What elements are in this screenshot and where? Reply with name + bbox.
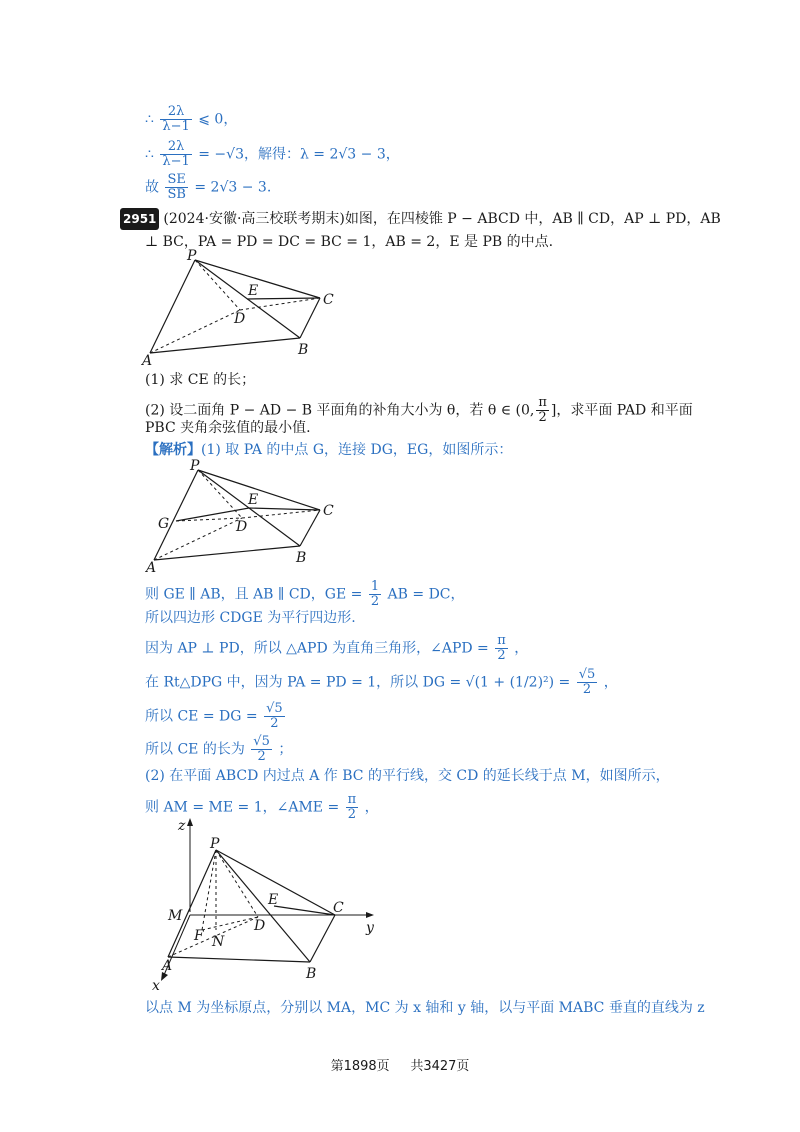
- solution-text: 则 AM = ME = 1，∠AME =: [145, 799, 340, 816]
- edge-BC: [300, 298, 320, 338]
- solution-line-10: [145, 998, 705, 1018]
- label-P: P: [187, 248, 197, 264]
- edge-PA: [150, 260, 195, 353]
- numerator: SE: [165, 173, 187, 188]
- fraction: [536, 396, 549, 425]
- edge-BC: [310, 915, 335, 962]
- edge-PD: [216, 850, 258, 917]
- top-line-2: [145, 140, 400, 169]
- label-N: N: [212, 934, 225, 950]
- label-M: M: [168, 908, 183, 924]
- edge-PA: [168, 850, 216, 957]
- numerator: √5: [266, 701, 283, 716]
- label-D: D: [236, 519, 248, 535]
- label-E: E: [248, 492, 259, 508]
- edge-BC: [300, 510, 320, 546]
- problem-text: (2024·安徽·高三校联考期末)如图，在四棱锥 P − ABCD 中，AB ∥ CD，AP ⊥ PD，AB: [163, 211, 721, 227]
- y-axis-arrow: [366, 912, 374, 918]
- label-E: E: [268, 892, 279, 908]
- figure-1-pyramid: [140, 248, 350, 368]
- solution-text: 在 Rt△DPG 中，因为 PA = PD = 1，所以 DG = √(1 + (1/2)²) =: [145, 674, 571, 691]
- label-B: B: [296, 550, 307, 566]
- label-D: D: [234, 311, 246, 327]
- numerator: √5: [578, 667, 596, 682]
- label-C: C: [323, 292, 334, 308]
- solution-text: 以点 M 为坐标原点，分别以 MA，MC 为 x 轴和 y 轴，以与平面 MABC 垂直的直线为 z: [145, 1000, 705, 1016]
- figure-2-pyramid: [140, 458, 350, 580]
- solution-text: 因为 AP ⊥ PD，所以 △APD 为直角三角形，∠APD =: [145, 640, 489, 657]
- numerator: π: [347, 792, 357, 807]
- denominator: 2: [347, 807, 357, 822]
- denominator: λ−1: [162, 119, 190, 134]
- solution-line-8: [145, 766, 670, 786]
- therefore-symbol: ∴: [145, 111, 154, 128]
- text: = 2√3 − 3.: [194, 179, 272, 196]
- label-P: P: [210, 836, 220, 852]
- problem-line-1: [120, 208, 721, 230]
- denominator: SB: [167, 187, 186, 202]
- label-A: A: [146, 560, 157, 576]
- denominator: λ−1: [162, 154, 190, 169]
- label-F: F: [194, 928, 204, 944]
- problem-number-badge: 2951: [120, 208, 159, 230]
- label-B: B: [298, 342, 309, 358]
- question-text: ，求平面 PAD 和平面: [556, 402, 693, 419]
- text: = −√3，解得：λ = 2√3 − 3，: [198, 146, 400, 163]
- fraction: [495, 634, 508, 663]
- denominator: 2: [497, 648, 506, 663]
- label-y: y: [366, 920, 374, 936]
- page-footer: [0, 1055, 800, 1074]
- label-A: A: [162, 958, 173, 974]
- label-E: E: [248, 283, 259, 299]
- edge-PD: [195, 260, 240, 310]
- solution-text: (2) 在平面 ABCD 内过点 A 作 BC 的平行线，交 CD 的延长线于点 M，如图所示，: [145, 768, 670, 784]
- problem-text: ⊥ BC，PA = PD = DC = BC = 1，AB = 2，E 是 PB 的中点.: [145, 234, 554, 250]
- denominator: 2: [257, 749, 266, 764]
- therefore-symbol: ∴: [145, 146, 154, 163]
- numerator: 1: [370, 579, 380, 594]
- label-z: z: [178, 818, 186, 834]
- solution-line-1: [145, 440, 512, 460]
- question-text: (1) 求 CE 的长；: [145, 372, 256, 388]
- fraction: [160, 140, 191, 169]
- solution-text: ；: [278, 741, 293, 758]
- edge-AB: [168, 957, 310, 962]
- page-number: 第1898页: [330, 1059, 390, 1074]
- fraction: [577, 668, 598, 697]
- label-C: C: [323, 503, 334, 519]
- label-G: G: [158, 516, 170, 532]
- solution-line-4: [145, 634, 528, 663]
- numerator: 2λ: [160, 105, 191, 120]
- figure-3-coordinates: [150, 812, 390, 992]
- solution-text: ，: [603, 674, 618, 691]
- edge-PA: [154, 470, 198, 560]
- denominator: 2: [370, 594, 380, 609]
- segment-EC: [249, 508, 320, 510]
- z-axis-arrow: [187, 818, 193, 826]
- label-P: P: [190, 458, 200, 474]
- edge-AB: [154, 546, 300, 560]
- question-text: (2) 设二面角 P − AD − B 平面角的补角大小为 θ，若 θ ∈: [145, 402, 512, 419]
- denominator: 2: [538, 410, 547, 425]
- interval-close: ]: [550, 402, 557, 419]
- edge-AB: [150, 338, 300, 353]
- solution-text: 所以 CE = DG =: [145, 708, 258, 725]
- label-B: B: [306, 966, 317, 982]
- label-D: D: [254, 918, 266, 934]
- denominator: 2: [270, 716, 279, 731]
- label-A: A: [142, 353, 153, 368]
- question-2-cont: [145, 418, 311, 438]
- denominator: 2: [582, 682, 592, 697]
- segment-FD: [202, 917, 258, 930]
- solution-line-6: [145, 702, 287, 731]
- solution-text: 所以四边形 CDGE 为平行四边形.: [145, 610, 356, 626]
- numerator: 2λ: [160, 140, 191, 155]
- fraction: [160, 105, 191, 134]
- solution-text: ，: [364, 799, 379, 816]
- solution-text: ，: [514, 640, 529, 657]
- solution-line-3: [145, 608, 356, 628]
- label-C: C: [333, 900, 344, 916]
- label-x: x: [152, 978, 160, 992]
- top-line-3: [145, 173, 271, 202]
- solution-text: (1) 取 PA 的中点 G，连接 DG，EG，如图所示：: [201, 442, 513, 458]
- segment-PF: [202, 850, 216, 930]
- question-text: PBC 夹角余弦值的最小值.: [145, 420, 311, 436]
- edge-AD: [150, 310, 240, 353]
- interval-open: (0,: [515, 402, 535, 419]
- edge-PB: [216, 850, 310, 962]
- numerator: π: [538, 395, 547, 410]
- solution-text: AB = DC，: [387, 586, 465, 603]
- solution-line-7: [145, 735, 292, 764]
- total-pages: 共3427页: [410, 1059, 470, 1074]
- numerator: √5: [253, 734, 270, 749]
- top-line-1: [145, 105, 237, 134]
- solution-text: 所以 CE 的长为: [145, 741, 245, 758]
- solution-line-2: [145, 580, 465, 609]
- edge-DC: [240, 298, 320, 310]
- numerator: π: [497, 633, 506, 648]
- fraction: [165, 173, 187, 202]
- fraction: [251, 735, 272, 764]
- solution-line-5: [145, 668, 618, 697]
- fraction: [369, 580, 381, 609]
- text: 故: [145, 179, 159, 196]
- solution-text: 则 GE ∥ AB，且 AB ∥ CD，GE =: [145, 586, 363, 603]
- edge-PC: [198, 470, 320, 510]
- question-1: [145, 370, 255, 390]
- fraction: [264, 702, 285, 731]
- solution-tag: 【解析】: [145, 442, 201, 458]
- text: ⩽ 0，: [198, 111, 238, 128]
